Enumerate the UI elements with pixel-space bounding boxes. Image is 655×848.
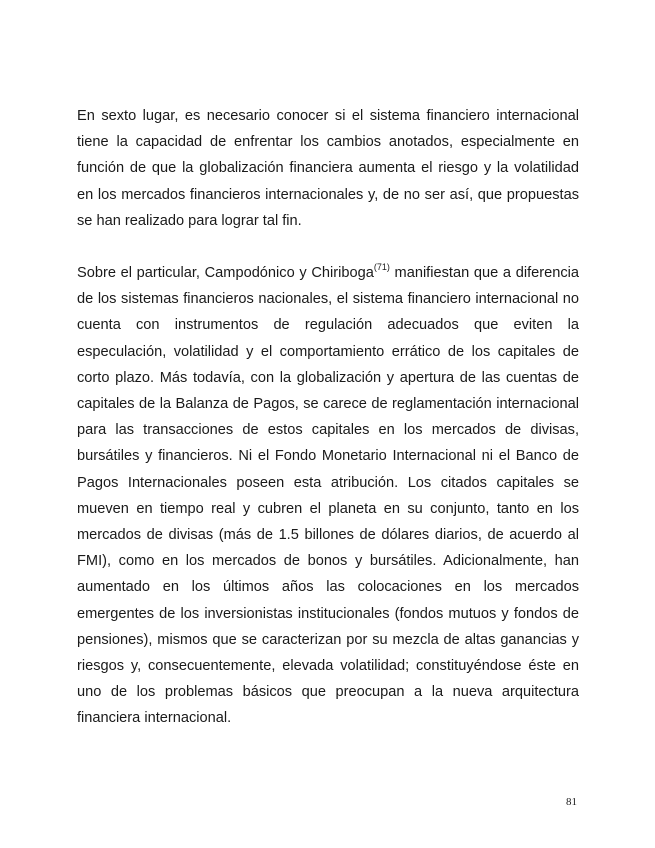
footnote-reference: (71) <box>373 262 390 273</box>
page-number: 81 <box>566 796 577 808</box>
paragraph-2 <box>77 260 579 732</box>
paragraph-2-text-start: Sobre el particular, Campodónico y Chiriboga <box>77 265 374 281</box>
paragraph-1: En sexto lugar, es necesario conocer si el sistema financiero internacional tiene la capacidad de enfrentar los cambios anotados, especialmente en función de que la globalización financiera aumenta el riesgo y la volatilidad en los mercados financieros internacionales y, de no ser así, que propuestas se han realizado para lograr tal fin. <box>77 108 579 229</box>
paragraph-2-text-rest: manifiestan que a diferencia de los sistemas financieros nacionales, el sistema financiero internacional no cuenta con instrumentos de regulación adecuados que eviten la especulación, volatilidad y el comportamiento errático de los capitales de corto plazo. Más todavía, con la globalización y apertura de las cuentas de capitales de la Balanza de Pagos, se carece de reglamentación internacional para las transacciones de estos capitales en los mercados de divisas, bursátiles y financieros. Ni el Fondo Monetario Internacional ni el Banco de Pagos Internacionales poseen esta atribución. Los citados capitales se mueven en tiempo real y cubren el planeta en su conjunto, tanto en los mercados de divisas (más de 1.5 billones de dólares diarios, de acuerdo al FMI), como en los mercados de bonos y bursátiles. Adicionalmente, han aumentado en los últimos años las colocaciones en los mercados emergentes de los inversionistas institucionales (fondos mutuos y fondos de pensiones), mismos que se caracterizan por su mezcla de altas ganancias y riesgos y, consecuentemente, elevada volatilidad; constituyéndose éste en uno de los problemas básicos que preocupan a la nueva arquitectura financiera internacional. <box>77 265 579 727</box>
